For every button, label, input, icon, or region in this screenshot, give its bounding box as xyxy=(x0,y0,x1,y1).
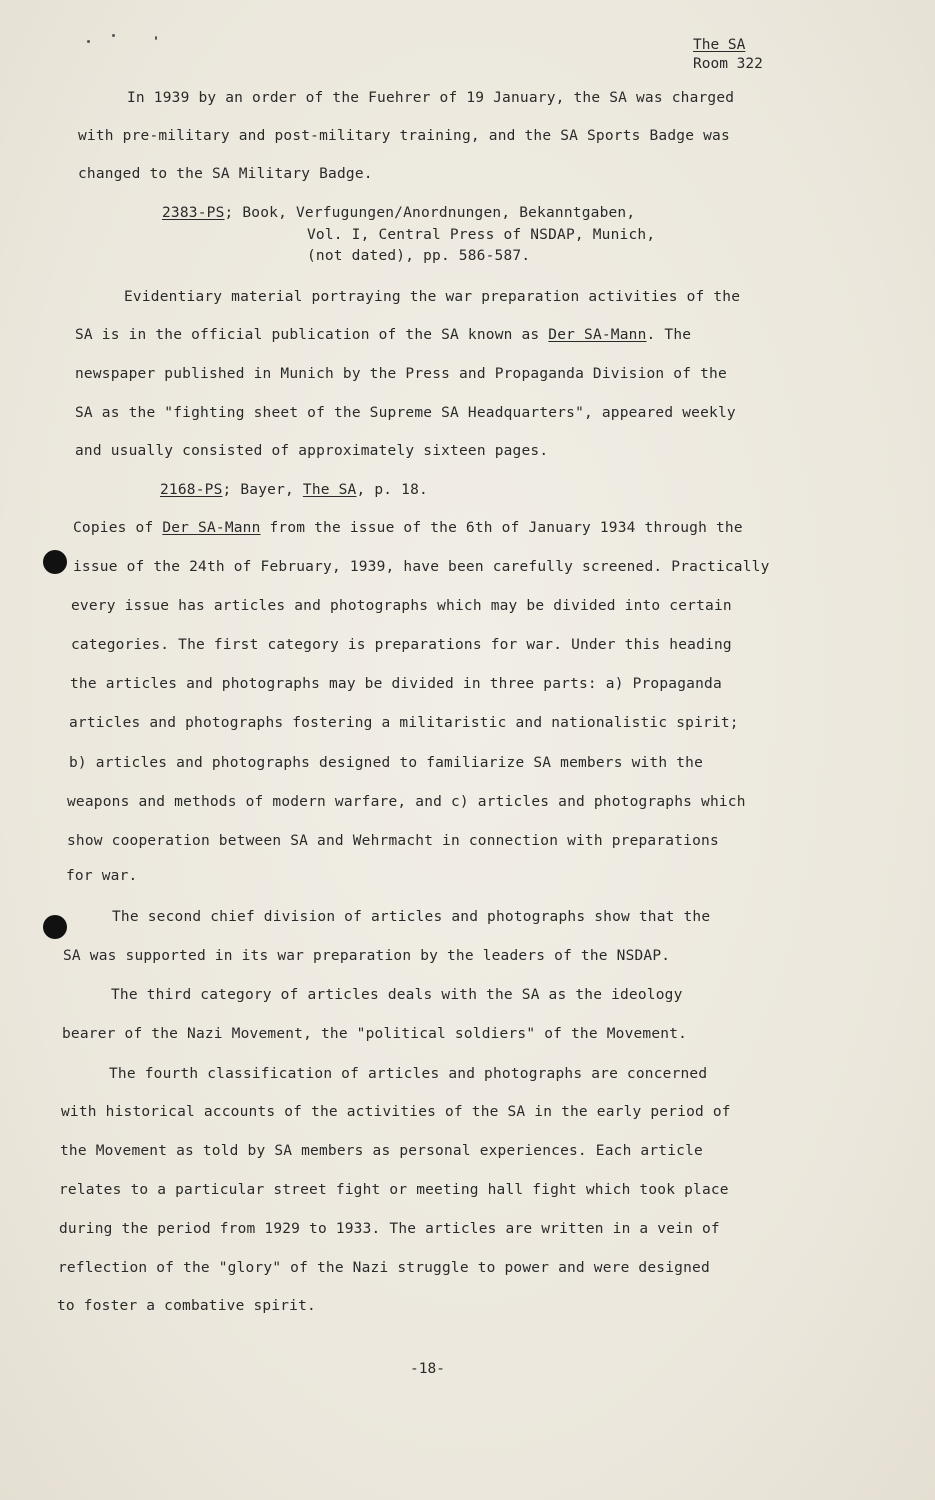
text-line: categories. The first category is preparations for war. Under this heading xyxy=(71,637,732,653)
citation-text: ; Book, Verfugungen/Anordnungen, Bekanntgaben, xyxy=(224,205,636,221)
text-line: articles and photographs fostering a militaristic and nationalistic spirit; xyxy=(69,715,739,731)
text-segment: Copies of xyxy=(73,520,163,536)
text-line: changed to the SA Military Badge. xyxy=(78,166,373,182)
text-line: SA was supported in its war preparation by the leaders of the NSDAP. xyxy=(63,948,671,964)
speck-mark xyxy=(112,34,115,37)
text-line: issue of the 24th of February, 1939, have been carefully screened. Practically xyxy=(73,559,770,575)
text-line: for war. xyxy=(66,868,138,884)
text-line: and usually consisted of approximately sixteen pages. xyxy=(75,443,549,459)
speck-mark xyxy=(155,36,157,40)
header-room: Room 322 xyxy=(693,56,763,72)
speck-mark xyxy=(87,40,90,43)
citation xyxy=(160,482,428,498)
text-line: SA as the "fighting sheet of the Supreme SA Headquarters", appeared weekly xyxy=(75,405,736,421)
text-line: relates to a particular street fight or meeting hall fight which took place xyxy=(59,1182,729,1198)
text-line: Evidentiary material portraying the war preparation activities of the xyxy=(124,289,741,305)
text-line: b) articles and photographs designed to familiarize SA members with the xyxy=(69,755,704,771)
citation-line: (not dated), pp. 586-587. xyxy=(307,248,531,264)
citation-doc-id: 2168-PS xyxy=(160,482,223,498)
text-line: the Movement as told by SA members as personal experiences. Each article xyxy=(60,1143,703,1159)
text-line: with pre-military and post-military training, and the SA Sports Badge was xyxy=(78,128,730,144)
punch-hole-icon xyxy=(43,550,67,574)
text-line: bearer of the Nazi Movement, the "political soldiers" of the Movement. xyxy=(62,1026,688,1042)
text-line: The fourth classification of articles and photographs are concerned xyxy=(109,1066,708,1082)
citation-doc-id: 2383-PS xyxy=(162,205,225,221)
page-number: -18- xyxy=(410,1361,445,1377)
publication-title: Der SA-Mann xyxy=(548,327,647,343)
text-line: with historical accounts of the activities of the SA in the early period of xyxy=(61,1104,731,1120)
text-line: weapons and methods of modern warfare, and c) articles and photographs which xyxy=(67,794,746,810)
text-line: every issue has articles and photographs which may be divided into certain xyxy=(71,598,732,614)
text-line: show cooperation between SA and Wehrmacht in connection with preparations xyxy=(67,833,719,849)
cited-title: The SA xyxy=(302,482,357,498)
text-line: during the period from 1929 to 1933. The articles are written in a vein of xyxy=(59,1221,720,1237)
text-line: newspaper published in Munich by the Press and Propaganda Division of the xyxy=(75,366,727,382)
text-line: the articles and photographs may be divided in three parts: a) Propaganda xyxy=(70,676,722,692)
text-segment: , p. 18. xyxy=(356,482,428,498)
text-line xyxy=(73,520,743,536)
citation xyxy=(162,205,635,221)
text-line: The second chief division of articles and photographs show that the xyxy=(112,909,711,925)
publication-title: Der SA-Mann xyxy=(162,520,261,536)
document-header xyxy=(693,36,763,74)
header-title: The SA xyxy=(693,37,746,53)
text-line xyxy=(75,327,691,343)
text-line: In 1939 by an order of the Fuehrer of 19 January, the SA was charged xyxy=(127,90,735,106)
text-segment: from the issue of the 6th of January 1934 through the xyxy=(260,520,743,536)
text-segment: . The xyxy=(646,327,692,343)
text-segment: ; Bayer, xyxy=(222,482,303,498)
text-line: to foster a combative spirit. xyxy=(57,1298,316,1314)
text-line: reflection of the "glory" of the Nazi struggle to power and were designed xyxy=(58,1260,710,1276)
citation-line: Vol. I, Central Press of NSDAP, Munich, xyxy=(307,227,656,243)
text-line: The third category of articles deals with the SA as the ideology xyxy=(111,987,683,1003)
text-segment: SA is in the official publication of the SA known as xyxy=(75,327,540,343)
punch-hole-icon xyxy=(43,915,67,939)
